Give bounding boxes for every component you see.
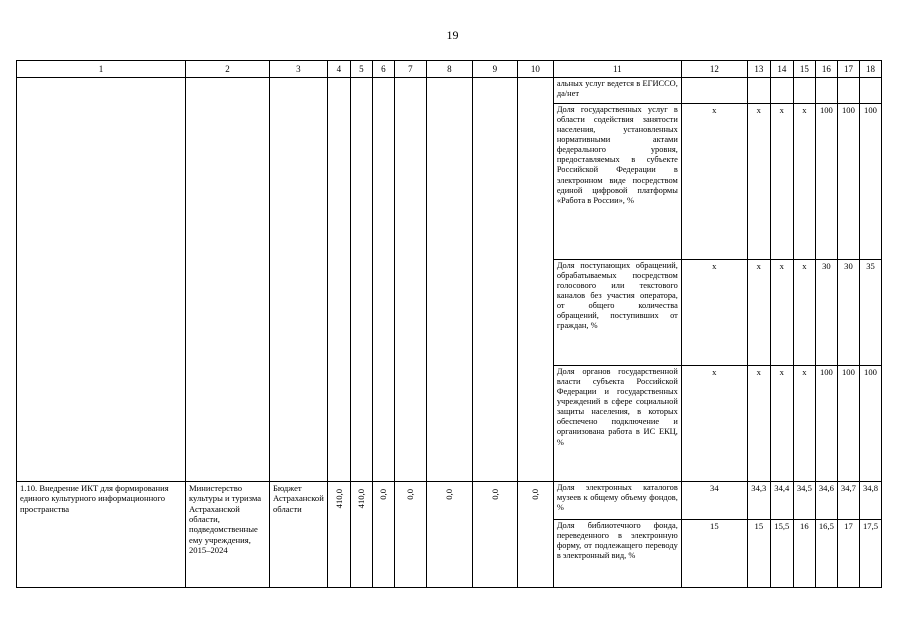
item-source: Бюджет Астраханской области	[270, 482, 328, 588]
value-cell: 15,5	[770, 520, 793, 588]
budget-cell	[372, 482, 394, 588]
value-cell: 34	[681, 482, 747, 520]
amount-col5: 410,0	[356, 489, 367, 509]
value-cell: x	[793, 260, 815, 366]
value-cell: x	[747, 104, 770, 260]
value-cell: 100	[859, 104, 881, 260]
budget-cell	[472, 482, 517, 588]
header-row	[17, 61, 882, 78]
budget-cell	[394, 482, 426, 588]
indicator-text: альных услуг ведется в ЕГИССО, да/нет	[553, 78, 681, 104]
value-cell: 34,7	[837, 482, 859, 520]
col-header: 4	[327, 61, 350, 78]
col-header: 1	[17, 61, 186, 78]
amount-col8: 0,0	[444, 489, 455, 500]
col-header: 16	[815, 61, 837, 78]
value-cell: 17	[837, 520, 859, 588]
value-cell: x	[770, 366, 793, 482]
col-header: 11	[553, 61, 681, 78]
amount-col4: 410,0	[333, 489, 344, 509]
value-cell: 100	[815, 104, 837, 260]
value-cell: x	[793, 104, 815, 260]
budget-cell	[327, 482, 350, 588]
blank-cell	[270, 78, 328, 482]
blank-cell	[517, 78, 553, 482]
value-cell: x	[681, 104, 747, 260]
value-cell: x	[770, 104, 793, 260]
value-cell: x	[681, 260, 747, 366]
value-cell: 30	[815, 260, 837, 366]
value-cell	[681, 78, 747, 104]
value-cell	[859, 78, 881, 104]
value-cell: x	[793, 366, 815, 482]
col-header: 2	[186, 61, 270, 78]
indicator-text: Доля поступающих обращений, обрабатываемых посредством голосового или текстового каналов без участия оператора, от общего количества обращений, поступивших от граждан, %	[553, 260, 681, 366]
col-header: 14	[770, 61, 793, 78]
indicator-text: Доля органов государственной власти субъекта Российской Федерации и государственных учреждений в сфере социальной защиты населения, в которых обеспечено подключение и организована работа в ИС ЕКЦ, %	[553, 366, 681, 482]
indicator-text: Доля государственных услуг в области содействия занятости населения, установленных нормативными актами федерального уровня, предоставляемых в субъекте Российской Федерации в электронном виде посредством единой цифровой платформы «Работа в России», %	[553, 104, 681, 260]
value-cell: 100	[837, 104, 859, 260]
indicator-text: Доля библиотечного фонда, переведенного в электронную форму, от подлежащего переводу в электронный вид, %	[553, 520, 681, 588]
value-cell: 34,4	[770, 482, 793, 520]
blank-cell	[426, 78, 472, 482]
value-cell	[837, 78, 859, 104]
col-header: 8	[426, 61, 472, 78]
value-cell: 15	[681, 520, 747, 588]
value-cell: 100	[815, 366, 837, 482]
blank-cell	[372, 78, 394, 482]
blank-cell	[186, 78, 270, 482]
budget-cell	[426, 482, 472, 588]
value-cell: 35	[859, 260, 881, 366]
value-cell: 100	[859, 366, 881, 482]
table-row	[17, 482, 882, 520]
value-cell: 34,8	[859, 482, 881, 520]
col-header: 18	[859, 61, 881, 78]
budget-cell	[517, 482, 553, 588]
value-cell: 17,5	[859, 520, 881, 588]
amount-col6: 0,0	[378, 489, 389, 500]
value-cell: 16,5	[815, 520, 837, 588]
col-header: 15	[793, 61, 815, 78]
col-header: 12	[681, 61, 747, 78]
value-cell	[747, 78, 770, 104]
value-cell: 100	[837, 366, 859, 482]
value-cell: x	[770, 260, 793, 366]
value-cell: x	[681, 366, 747, 482]
item-name: 1.10. Внедрение ИКТ для формирования единого культурного информационного пространства	[17, 482, 186, 588]
blank-cell	[472, 78, 517, 482]
col-header: 6	[372, 61, 394, 78]
value-cell: x	[747, 260, 770, 366]
blank-cell	[350, 78, 372, 482]
page-number: 19	[446, 28, 459, 42]
col-header: 10	[517, 61, 553, 78]
value-cell: 34,6	[815, 482, 837, 520]
value-cell: 34,5	[793, 482, 815, 520]
value-cell	[815, 78, 837, 104]
value-cell	[770, 78, 793, 104]
value-cell: 15	[747, 520, 770, 588]
amount-col9: 0,0	[489, 489, 500, 500]
blank-cell	[17, 78, 186, 482]
blank-cell	[327, 78, 350, 482]
amount-col7: 0,0	[405, 489, 416, 500]
blank-cell	[394, 78, 426, 482]
value-cell: 16	[793, 520, 815, 588]
budget-cell	[350, 482, 372, 588]
value-cell: 34,3	[747, 482, 770, 520]
value-cell: 30	[837, 260, 859, 366]
table-row	[17, 78, 882, 104]
item-executor: Министерство культуры и туризма Астраханской области, подведомственные ему учреждения, 2015–2024	[186, 482, 270, 588]
indicator-text: Доля электронных каталогов музеев к общему объему фондов, %	[553, 482, 681, 520]
col-header: 7	[394, 61, 426, 78]
col-header: 13	[747, 61, 770, 78]
amount-col10: 0,0	[530, 489, 541, 500]
col-header: 3	[270, 61, 328, 78]
value-cell: x	[747, 366, 770, 482]
col-header: 9	[472, 61, 517, 78]
value-cell	[793, 78, 815, 104]
col-header: 5	[350, 61, 372, 78]
col-header: 17	[837, 61, 859, 78]
program-table	[16, 60, 882, 588]
